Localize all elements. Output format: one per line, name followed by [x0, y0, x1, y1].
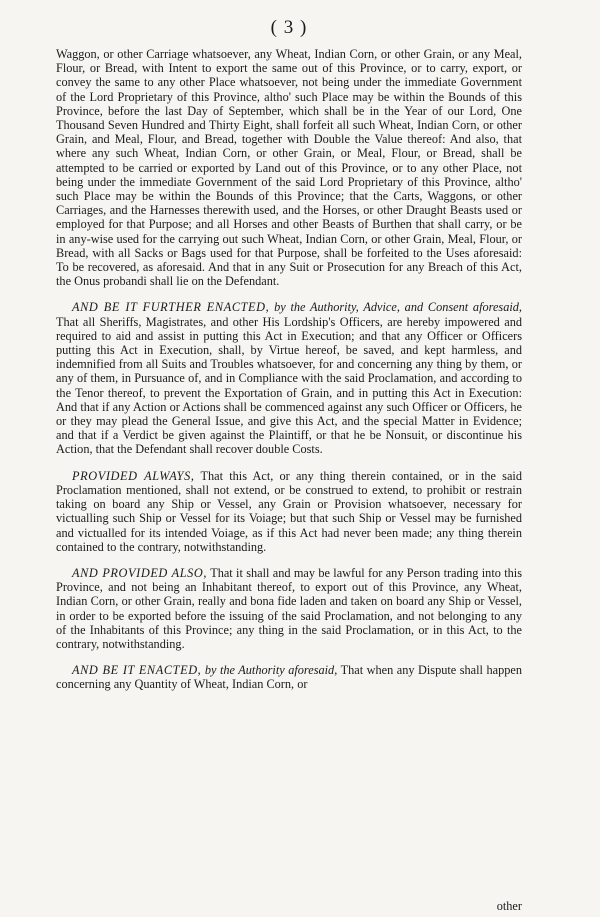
paragraph-officers-enactment	[56, 300, 522, 456]
catchword: other	[496, 899, 522, 913]
paragraph-lead: AND PROVIDED ALSO,	[72, 565, 208, 580]
paragraph-trail: by the Authority, Advice, and Consent aforesaid,	[274, 300, 523, 315]
paragraph-lead: AND BE IT ENACTED,	[72, 663, 202, 678]
paragraph-body: That all Sheriffs, Magistrates, and other His Lordship's Officers, are hereby impowered and required to aid and assist in putting this Act in Execution; and that any Officer or Officers putting this Act in Execution, shall, by Virtue hereof, be saved, and kept harmless, and indemnified from all Suits and Troubles whatsoever, for and concerning any thing by them, or any of them, in Pursuance of, and in Compliance with the said Proclamation, and according to the Tenor thereof, to prevent the Exportation of Grain, and in putting this Act in Execution: And that if any Action or Actions shall be commenced against any such Officer or Officers, he or they may plead the General Issue, and give this Act, and the special Matter in Evidence; and that if a Verdict be given against the Plaintiff, or that he be Nonsuit, or discontinue his Action, that the Defendant shall recover double Costs.	[56, 314, 522, 457]
paragraph-body: That this Act, or any thing therein contained, or in the said Proclamation mentioned, shall not extend, or be construed to extend, to prohibit or restrain taking on board any Ship or Vessel, any Grain or Provision whatsoever, necessary for victualling such Ship or Vessel for its Voiage; but that such Ship or Vessel may be furnished and victualled for its intended Voiage, as if this Act had never been made; any thing therein contained to the contrary, notwithstanding.	[56, 468, 522, 554]
paragraph-provided-also	[56, 566, 522, 651]
paragraph-lead: PROVIDED ALWAYS,	[72, 468, 195, 483]
paragraph-body: That it shall and may be lawful for any Person trading into this Province, and not being an Inhabitant thereof, to export out of this Province, any Wheat, Indian Corn, or other Grain, really and bona fide laden and taken on board any Ship or Vessel, in order to be exported before the issuing of the said Proclamation, and not belonging to any of the Inhabitants of this Province; any thing in the said Proclamation, or in this Act, to the contrary, notwithstanding.	[56, 565, 522, 651]
paragraph-export-penalties	[56, 47, 522, 288]
paragraph-provided-always	[56, 469, 522, 554]
paragraph-body: Waggon, or other Carriage whatsoever, any Wheat, Indian Corn, or other Grain, or any Meal, Flour, or Bread, with Intent to export the same out of this Province, or to carry, export, or convey the same to any other Place whatsoever, not being under the immediate Government of the Lord Proprietary of this Province, altho' such Place may be within the Bounds of this Province, before the last Day of September, which shall be in the Year of our Lord, One Thousand Seven Hundred and Thirty Eight, shall forfeit all such Wheat, Indian Corn, or other Grain, and Meal, Flour, and Bread, together with Double the Value thereof: And also, that where any such Wheat, Indian Corn, or other Grain, or Meal, Flour, or Bread, shall be attempted to be carried or exported by Land out of this Province, or to any other Place, not being under the immediate Government of the said Lord Proprietary of this Province, altho' such Place may be within the Bounds of this Province; that the Carts, Waggons, or other Carriages, and the Harnesses therewith used, and the Horses, or other Draught Beasts used or employed for that Purpose; and all Horses and other Beasts of Burthen that shall carry, or be in any-wise used for the carrying out such Wheat, Indian Corn, or other Grain, Meal, Flour, or Bread, with all Sacks or Bags used for that Purpose, shall be forfeited to the Uses aforesaid: To be recovered, as aforesaid. And that in any Suit or Prosecution for any Breach of this Act, the Onus probandi shall lie on the Defendant.	[56, 47, 522, 289]
paragraph-body: That when any Dispute shall happen concerning any Quantity of Wheat, Indian Corn, or	[56, 663, 522, 692]
paragraph-disputes-enactment	[56, 663, 522, 691]
paragraph-lead: AND BE IT FURTHER ENACTED,	[72, 300, 270, 315]
paragraph-trail: by the Authority aforesaid,	[204, 663, 338, 678]
page-number: ( 3 )	[270, 17, 308, 38]
